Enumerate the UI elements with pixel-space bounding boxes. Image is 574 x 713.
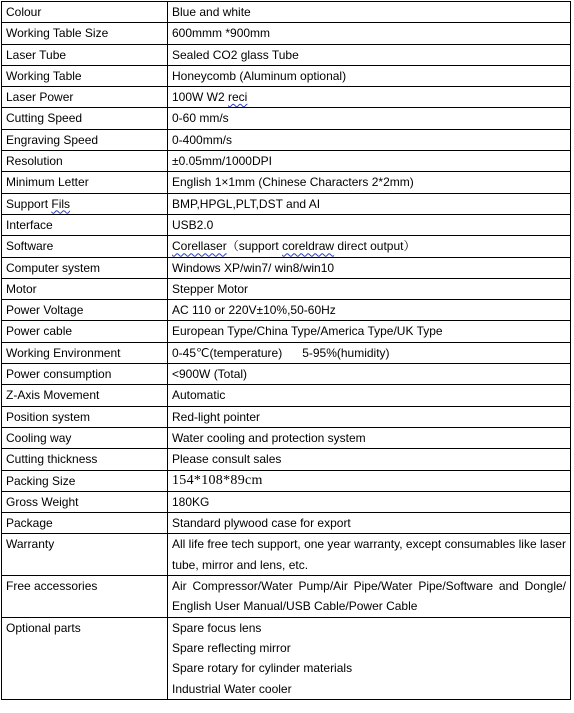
specification-table <box>1 1 571 700</box>
spec-value: ±0.05mm/1000DPI <box>168 151 571 172</box>
table-row <box>2 534 571 576</box>
spec-label: Power consumption <box>2 364 168 385</box>
table-row <box>2 214 571 235</box>
spec-value: AC 110 or 220V±10%,50-60Hz <box>168 300 571 321</box>
table-row <box>2 342 571 363</box>
table-row <box>2 491 571 512</box>
spec-value: 600mmm *900mm <box>168 23 571 44</box>
spec-label: Packing Size <box>2 470 168 491</box>
table-row <box>2 257 571 278</box>
table-row <box>2 406 571 427</box>
spec-label: Cutting thickness <box>2 449 168 470</box>
spec-label: Cutting Speed <box>2 108 168 129</box>
table-row <box>2 513 571 534</box>
spec-label: Working Table <box>2 65 168 86</box>
spec-label-misspelled: Fils <box>51 196 71 211</box>
optional-part-item: Spare rotary for cylinder materials <box>172 661 353 676</box>
table-row <box>2 364 571 385</box>
table-row <box>2 617 571 699</box>
spec-label: Power cable <box>2 321 168 342</box>
spec-value-misspelled: reci <box>228 90 248 105</box>
spec-value: European Type/China Type/America Type/UK Type <box>168 321 571 342</box>
spec-value: Water cooling and protection system <box>168 427 571 448</box>
spec-value: 0-45℃(temperature) 5-95%(humidity) <box>168 342 571 363</box>
table-row <box>2 576 571 618</box>
table-row <box>2 172 571 193</box>
spec-label: Gross Weight <box>2 491 168 512</box>
spec-value: <900W (Total) <box>168 364 571 385</box>
spec-value: Blue and white <box>168 2 571 23</box>
spec-label: Colour <box>2 2 168 23</box>
table-row <box>2 87 571 108</box>
table-row <box>2 151 571 172</box>
table-row <box>2 129 571 150</box>
spec-value-misspelled: coreldraw <box>282 239 335 254</box>
table-row <box>2 236 571 257</box>
table-row <box>2 44 571 65</box>
spec-label: Working Table Size <box>2 23 168 44</box>
optional-part-item: Spare reflecting mirror <box>172 640 291 655</box>
spec-label: Z-Axis Movement <box>2 385 168 406</box>
spec-label: Engraving Speed <box>2 129 168 150</box>
table-row <box>2 470 571 491</box>
spec-value: Automatic <box>168 385 571 406</box>
spec-value: 0-60 mm/s <box>168 108 571 129</box>
spec-label: Resolution <box>2 151 168 172</box>
spec-value <box>168 87 571 108</box>
table-row <box>2 108 571 129</box>
spec-value: Sealed CO2 glass Tube <box>168 44 571 65</box>
spec-value: Please consult sales <box>168 449 571 470</box>
spec-label: Optional parts <box>2 617 168 699</box>
spec-label: Working Environment <box>2 342 168 363</box>
spec-label: Computer system <box>2 257 168 278</box>
table-row <box>2 193 571 214</box>
spec-value: 180KG <box>168 491 571 512</box>
table-row <box>2 449 571 470</box>
spec-label: Interface <box>2 214 168 235</box>
spec-value <box>168 617 571 699</box>
table-row <box>2 385 571 406</box>
spec-value: 154*108*89cm <box>168 470 571 491</box>
spec-value <box>168 236 571 257</box>
spec-label: Power Voltage <box>2 300 168 321</box>
spec-value-part: 100W W2 <box>172 90 229 105</box>
table-row <box>2 23 571 44</box>
spec-value: Standard plywood case for export <box>168 513 571 534</box>
optional-part-item: Industrial Water cooler <box>172 681 292 696</box>
spec-value: USB2.0 <box>168 214 571 235</box>
spec-label: Package <box>2 513 168 534</box>
spec-value: Windows XP/win7/ win8/win10 <box>168 257 571 278</box>
table-row <box>2 278 571 299</box>
table-row <box>2 321 571 342</box>
spec-value: Red-light pointer <box>168 406 571 427</box>
spec-value: English 1×1mm (Chinese Characters 2*2mm) <box>168 172 571 193</box>
spec-label: Software <box>2 236 168 257</box>
spec-label: Minimum Letter <box>2 172 168 193</box>
spec-value: Air Compressor/Water Pump/Air Pipe/Water Pipe/Software and Dongle/ English User Manual/USB Cable/Power Cable <box>168 576 571 618</box>
spec-value: All life free tech support, one year warranty, except consumables like laser tube, mirror and lens, etc. <box>168 534 571 576</box>
spec-label: Laser Power <box>2 87 168 108</box>
spec-label: Warranty <box>2 534 168 576</box>
spec-value: BMP,HPGL,PLT,DST and AI <box>168 193 571 214</box>
spec-label: Cooling way <box>2 427 168 448</box>
spec-value-part: （support <box>226 239 283 254</box>
table-row <box>2 427 571 448</box>
spec-label: Position system <box>2 406 168 427</box>
optional-part-item: Spare focus lens <box>172 620 262 635</box>
spec-value: 0-400mm/s <box>168 129 571 150</box>
spec-label: Free accessories <box>2 576 168 618</box>
table-row <box>2 300 571 321</box>
spec-value: Honeycomb (Aluminum optional) <box>168 65 571 86</box>
spec-label-part: Support <box>6 196 52 211</box>
table-row <box>2 2 571 23</box>
spec-value: Stepper Motor <box>168 278 571 299</box>
spec-label: Laser Tube <box>2 44 168 65</box>
spec-value-misspelled: Corellaser <box>172 239 227 254</box>
spec-value-part: direct output） <box>334 239 416 254</box>
spec-label: Motor <box>2 278 168 299</box>
table-row <box>2 65 571 86</box>
spec-label <box>2 193 168 214</box>
